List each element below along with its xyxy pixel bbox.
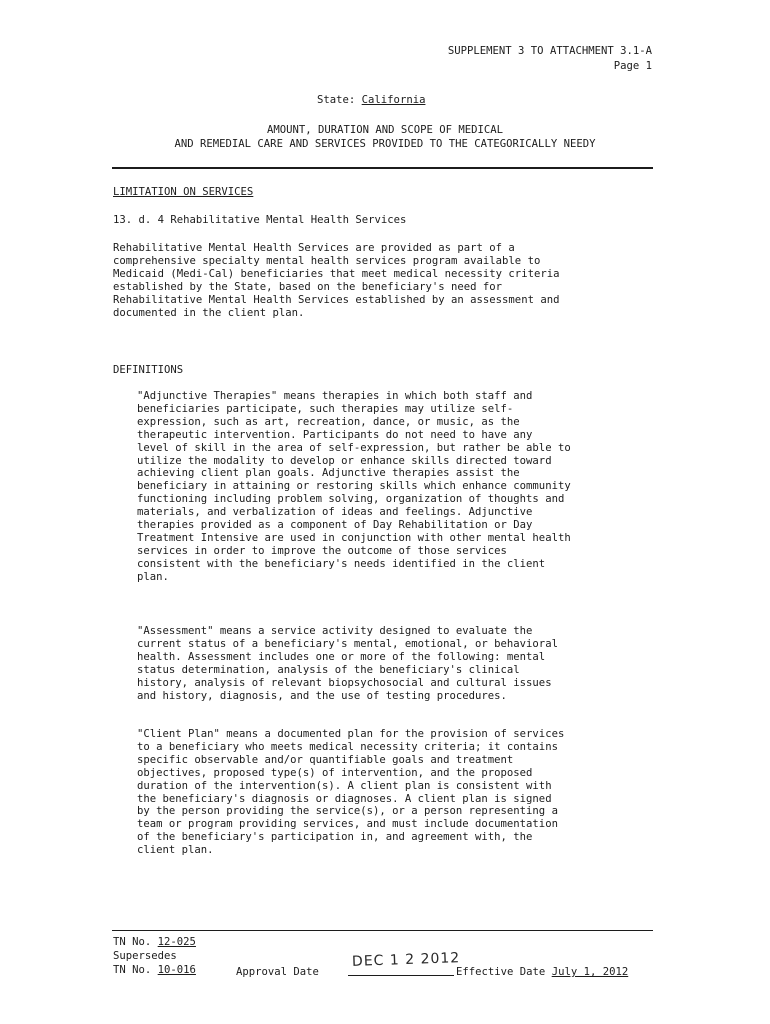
intro-line: Rehabilitative Mental Health Services are provided as part of a bbox=[113, 242, 515, 254]
definition-line: by the person providing the service(s), or a person representing a bbox=[137, 805, 558, 818]
definition-line: consistent with the beneficiary's needs identified in the client bbox=[137, 557, 546, 570]
definition-line: services in order to improve the outcome of those services bbox=[137, 544, 507, 557]
definition-line: expression, such as art, recreation, dance, or music, as the bbox=[137, 415, 520, 428]
state-name: California bbox=[361, 94, 426, 106]
page-number: Page 1 bbox=[613, 60, 652, 72]
title-line-2: AND REMEDIAL CARE AND SERVICES PROVIDED TO THE CATEGORICALLY NEEDY bbox=[174, 138, 596, 150]
definition-line: objectives, proposed type(s) of intervention, and the proposed bbox=[137, 766, 533, 779]
intro-line: established by the State, based on the beneficiary's need for bbox=[113, 280, 503, 293]
adjunctive-therapies-definition bbox=[137, 390, 571, 584]
definition-line: beneficiary in attaining or restoring skills which enhance community bbox=[137, 480, 571, 493]
definition-line: to a beneficiary who meets medical necessity criteria; it contains bbox=[137, 740, 558, 753]
definition-line: and history, diagnosis, and the use of testing procedures. bbox=[137, 689, 507, 702]
definitions-heading: DEFINITIONS bbox=[113, 364, 184, 376]
footer-divider bbox=[112, 930, 653, 931]
intro-line: Rehabilitative Mental Health Services established by an assessment and bbox=[113, 293, 560, 306]
definition-line: "Assessment" means a service activity designed to evaluate the bbox=[137, 625, 533, 637]
definition-line: team or program providing services, and must include documentation bbox=[137, 818, 558, 831]
definition-line: of the beneficiary's participation in, and agreement with, the bbox=[137, 831, 533, 844]
previous-tn-number bbox=[113, 964, 196, 977]
prev-tn-label: TN No. bbox=[113, 964, 152, 976]
definition-line: level of skill in the area of self-expression, but rather be able to bbox=[137, 441, 571, 454]
definition-line: status determination, analysis of the beneficiary's clinical bbox=[137, 663, 520, 676]
definition-line: "Client Plan" means a documented plan for the provision of services bbox=[137, 728, 565, 740]
effective-date-label: Effective Date bbox=[456, 966, 546, 978]
intro-line: comprehensive specialty mental health services program available to bbox=[113, 254, 541, 267]
definition-line: beneficiaries participate, such therapies may utilize self- bbox=[137, 402, 514, 415]
tn-value: 12-025 bbox=[157, 936, 196, 948]
definition-line: specific observable and/or quantifiable goals and treatment bbox=[137, 753, 514, 766]
supplement-label: SUPPLEMENT 3 TO ATTACHMENT 3.1-A bbox=[447, 45, 652, 57]
intro-paragraph bbox=[113, 242, 559, 319]
state-line bbox=[317, 94, 425, 107]
tn-number bbox=[113, 936, 196, 949]
definition-line: therapies provided as a component of Day Rehabilitation or Day bbox=[137, 519, 533, 532]
effective-date bbox=[456, 966, 628, 979]
section-heading: LIMITATION ON SERVICES bbox=[113, 186, 254, 198]
definition-line: history, analysis of relevant biopsychosocial and cultural issues bbox=[137, 676, 552, 689]
definition-line: achieving client plan goals. Adjunctive therapies assist the bbox=[137, 467, 520, 480]
service-subheading: 13. d. 4 Rehabilitative Mental Health Services bbox=[113, 214, 407, 226]
approval-date-underline bbox=[348, 975, 454, 976]
definition-line: therapeutic intervention. Participants do not need to have any bbox=[137, 428, 533, 441]
definition-line: functioning including problem solving, organization of thoughts and bbox=[137, 493, 565, 506]
definition-line: utilize the modality to develop or enhance skills directed toward bbox=[137, 454, 552, 467]
assessment-definition bbox=[137, 625, 558, 702]
definition-line: current status of a beneficiary's mental, emotional, or behavioral bbox=[137, 637, 558, 650]
approval-date-stamp: DEC 1 2 2012 bbox=[351, 950, 461, 970]
approval-date-label: Approval Date bbox=[236, 966, 319, 978]
definition-line: "Adjunctive Therapies" means therapies in which both staff and bbox=[137, 390, 533, 402]
title-line-1: AMOUNT, DURATION AND SCOPE OF MEDICAL bbox=[267, 124, 503, 136]
definition-line: the beneficiary's diagnosis or diagnoses. A client plan is signed bbox=[137, 792, 552, 805]
definition-line: client plan. bbox=[137, 844, 214, 857]
definition-line: health. Assessment includes one or more of the following: mental bbox=[137, 650, 546, 663]
state-label: State: bbox=[317, 94, 356, 106]
supersedes-label: Supersedes bbox=[113, 950, 177, 962]
prev-tn-value: 10-016 bbox=[157, 964, 196, 976]
client-plan-definition bbox=[137, 728, 564, 857]
definition-line: materials, and verbalization of ideas and feelings. Adjunctive bbox=[137, 506, 533, 519]
header-divider bbox=[112, 167, 653, 169]
intro-line: documented in the client plan. bbox=[113, 306, 305, 319]
definition-line: duration of the intervention(s). A client plan is consistent with bbox=[137, 779, 552, 792]
definition-line: plan. bbox=[137, 570, 169, 583]
definition-line: Treatment Intensive are used in conjunction with other mental health bbox=[137, 531, 571, 544]
effective-date-value: July 1, 2012 bbox=[551, 966, 629, 978]
tn-label: TN No. bbox=[113, 936, 152, 948]
intro-line: Medicaid (Medi-Cal) beneficiaries that meet medical necessity criteria bbox=[113, 267, 560, 280]
